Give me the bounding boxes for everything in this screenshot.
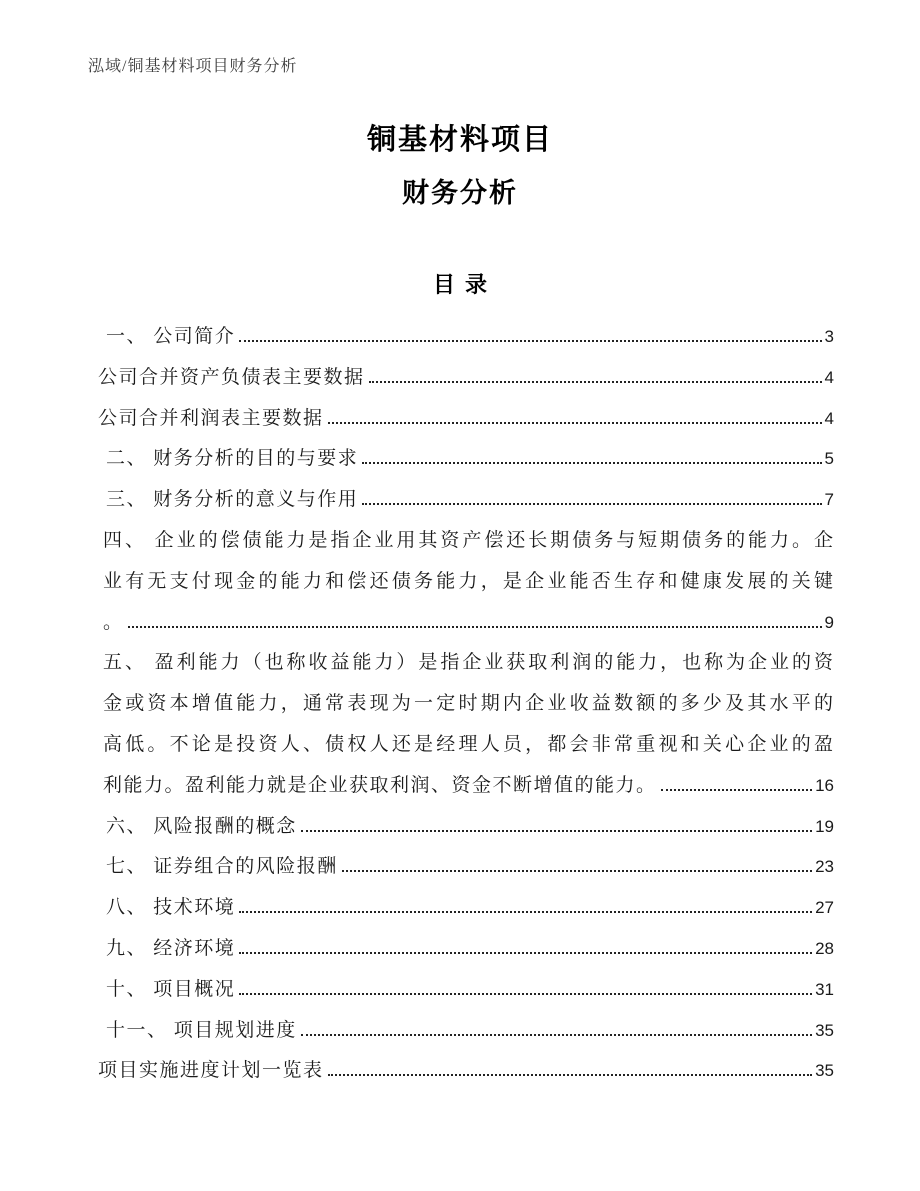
toc-page-number: 16 (815, 775, 834, 795)
toc-entry-label: 九、 经济环境 (106, 937, 236, 959)
toc-entry[interactable] (98, 521, 834, 643)
toc-entry-text-line: 金或资本增值能力，通常表现为一定时期内企业收益数额的多少及其水平的 (103, 693, 834, 715)
toc-entry[interactable] (98, 358, 834, 399)
toc-page-number: 28 (815, 938, 834, 958)
dot-leader (128, 626, 822, 628)
dot-leader (362, 503, 821, 505)
toc-entry-label: 二、 财务分析的目的与要求 (106, 448, 359, 470)
toc-page-number: 23 (815, 857, 834, 877)
toc-entry-text-line: 高低。不论是投资人、债权人还是经理人员，都会非常重视和关心企业的盈 (103, 733, 834, 755)
toc-entry-label: 八、 技术环境 (106, 897, 236, 919)
toc-page-number: 3 (824, 327, 834, 346)
toc-entry-label: 。 (103, 611, 124, 633)
toc-entry[interactable] (98, 1011, 834, 1052)
dot-leader (239, 340, 821, 342)
toc-page-number: 35 (815, 1061, 834, 1081)
toc-entry[interactable] (98, 970, 834, 1011)
toc-page-number: 7 (824, 490, 834, 510)
toc-entry-label: 六、 风险报酬的概念 (106, 815, 297, 837)
toc-entry[interactable] (98, 1051, 834, 1092)
toc-entry-label: 十、 项目概况 (106, 978, 236, 1000)
toc-entry-label: 七、 证券组合的风险报酬 (106, 856, 338, 878)
toc-entry-text-line: 四、 企业的偿债能力是指企业用其资产偿还长期债务与短期债务的能力。企 (103, 529, 834, 551)
toc-entry-label: 一、 公司简介 (106, 326, 236, 347)
toc-entry-label: 三、 财务分析的意义与作用 (106, 489, 359, 511)
toc-page-number: 9 (824, 612, 834, 632)
toc-page-number: 31 (815, 979, 834, 999)
toc-entry[interactable] (98, 847, 834, 888)
toc-page-number: 4 (824, 367, 834, 387)
toc-entry-label: 公司合并利润表主要数据 (98, 407, 324, 429)
dot-leader (239, 911, 812, 913)
toc-entry-label: 项目实施进度计划一览表 (98, 1060, 324, 1082)
toc-page-number: 19 (815, 816, 834, 836)
toc-entry-label: 利能力。盈利能力就是企业获取利润、资金不断增值的能力。 (103, 774, 657, 796)
dot-leader (369, 381, 822, 383)
toc-entry[interactable] (98, 317, 834, 358)
dot-leader (301, 1034, 812, 1036)
document-subtitle: 财务分析 (402, 178, 518, 208)
toc-entry[interactable] (98, 439, 834, 480)
toc-entry[interactable] (98, 399, 834, 440)
toc-entry[interactable] (98, 643, 834, 806)
toc-page-number: 5 (824, 449, 834, 469)
toc-entry-last-line (103, 766, 834, 807)
toc-entry-label: 公司合并资产负债表主要数据 (98, 366, 365, 388)
toc-page-number: 27 (815, 898, 834, 918)
toc-entry[interactable] (98, 888, 834, 929)
dot-leader (239, 993, 812, 995)
document-header: 泓域/铜基材料项目财务分析 (88, 58, 298, 75)
toc-entry-label: 十一、 项目规划进度 (106, 1019, 297, 1041)
toc-page-number: 35 (815, 1020, 834, 1040)
dot-leader (328, 1074, 813, 1076)
dot-leader (342, 870, 812, 872)
dot-leader (328, 422, 822, 424)
toc-entry-text-line: 五、 盈利能力（也称收益能力）是指企业获取利润的能力，也称为企业的资 (103, 652, 834, 674)
dot-leader (239, 952, 812, 954)
toc-entry[interactable] (98, 929, 834, 970)
dot-leader (362, 462, 821, 464)
toc-entry[interactable] (98, 807, 834, 848)
table-of-contents (98, 317, 834, 1092)
toc-page-number: 4 (824, 408, 834, 428)
toc-entry[interactable] (98, 480, 834, 521)
toc-heading: 目录 (432, 272, 497, 297)
dot-leader (301, 830, 812, 832)
dot-leader (661, 789, 813, 791)
toc-entry-text-line: 业有无支付现金的能力和偿还债务能力，是企业能否生存和健康发展的关键 (103, 570, 834, 592)
document-title: 铜基材料项目 (366, 124, 553, 156)
toc-entry-last-line (103, 603, 834, 644)
